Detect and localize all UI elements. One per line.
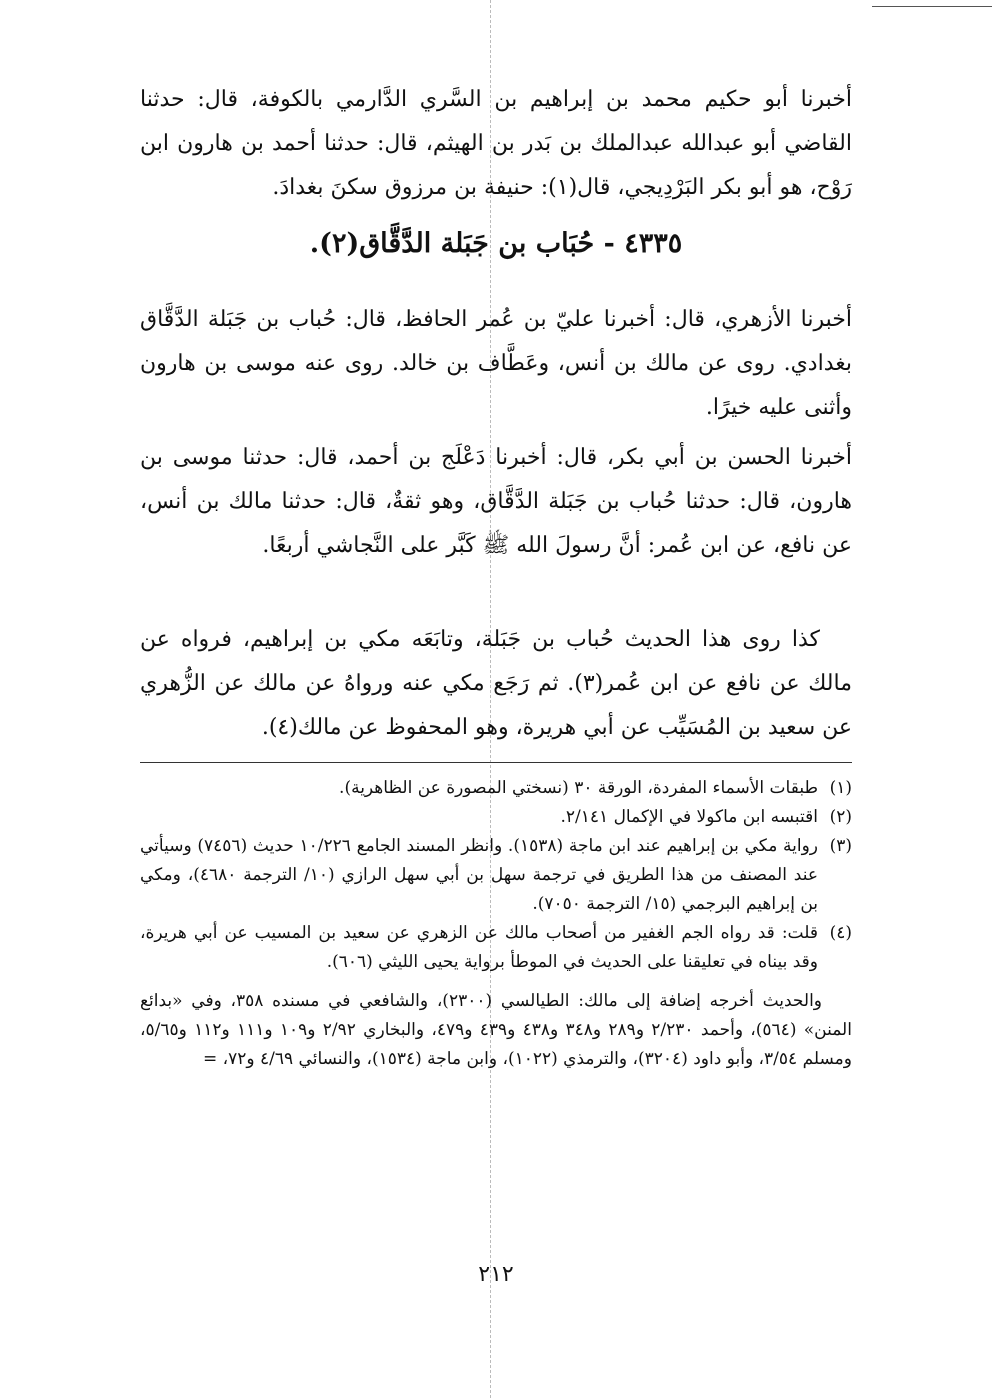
footnote-number: (٤) [829, 923, 852, 943]
footnote-number: (٢) [829, 807, 852, 827]
entry-heading: ٤٣٣٥ - حُبَاب بن جَبَلة الدَّقَّاق(٢). [309, 228, 683, 259]
footnote-number: (١) [829, 778, 852, 798]
page-number: ٢١٢ [478, 1262, 514, 1287]
footnote-text: قلت: قد رواه الجم الغفير من أصحاب مالك عن الزهري عن سعيد بن المسيب عن أبي هريرة، وقد بيناه في تعليقنا على الحديث في الموطأ برواية يحيى الليثي (٦٠٦). [140, 923, 818, 972]
footnote-continuation: والحديث أخرجه إضافة إلى مالك: الطيالسي (٢٣٠٠)، والشافعي في مسنده ٣٥٨، وفي «بدائع المنن» (٥٦٤)، وأحمد ٢/٢٣٠ و٢٨٩ و٣٤٨ و٤٣٨ و٤٣٩ و٤٧٩، والبخاري ٢/٩٢ و١٠٩ و١١١ و١١٢ و٥/٦٥، ومسلم ٣/٥٤، وأبو داود (٣٢٠٤)، والترمذي (١٠٢٢)، وابن ماجة (١٥٣٤)، والنسائي ٤/٦٩ و٧٢، = [140, 991, 852, 1069]
footnote-text: اقتبسه ابن ماكولا في الإكمال ٢/١٤١. [560, 807, 818, 827]
intro-paragraph: أخبرنا أبو حكيم محمد بن إبراهيم بن السَّري الدَّارمي بالكوفة، قال: حدثنا القاضي أبو عبدالله عبدالملك بن بَدر بن الهيثم، قال: حدثنا أحمد بن هارون ابن رَوْح، هو أبو بكر البَرْدِيجي، قال(١): حنيفة بن مرزوق سكنَ بغدادَ. [140, 87, 852, 200]
footnote-1 [140, 774, 852, 803]
footnotes [140, 774, 852, 1074]
footnote-2 [140, 803, 852, 832]
footnote-text: طبقات الأسماء المفردة، الورقة ٣٠ (نسختي المصورة عن الظاهرية). [339, 778, 818, 798]
footnote-4 [140, 919, 852, 977]
body-paragraph-3: أخبرنا الحسن بن أبي بكر، قال: أخبرنا دَعْلَج بن أحمد، قال: حدثنا موسى بن هارون، قال: حدثنا حُباب بن جَبَلة الدَّقَّاق، وهو ثقةٌ، قال: حدثنا مالك بن أنس، عن نافع، عن ابن عُمر: أنَّ رسولَ الله ﷺ كَبَّر على النَّجاشي أربعًا. [140, 445, 852, 558]
footnote-text: رواية مكي بن إبراهيم عند ابن ماجة (١٥٣٨). وانظر المسند الجامع ١٠/٢٢٦ حديث (٧٤٥٦) وسيأتي عند المصنف من هذا الطريق في ترجمة سهل بن أبي سهل الرازي (١٠/ الترجمة ٤٦٨٠)، ومكي بن إبراهيم البرجمي (١٥/ الترجمة ٧٠٥٠). [140, 836, 819, 914]
body-paragraph-2: أخبرنا الأزهري، قال: أخبرنا عليّ بن عُمر الحافظ، قال: حُباب بن جَبَلة الدَّقَّاق بغدادي. روى عن مالك بن أنس، وعَطَّاف بن خالد. روى عنه موسى بن هارون وأثنى عليه خيرًا. [140, 307, 852, 420]
footnote-number: (٣) [829, 836, 852, 856]
footnote-3 [140, 832, 852, 919]
body-paragraph-4: كذا روى هذا الحديث حُباب بن جَبَلة، وتابَعَه مكي بن إبراهيم، فرواه عن مالك عن نافع عن ابن عُمر(٣). ثم رَجَع مكي عنه ورواهُ عن مالك عن الزُّهري عن سعيد بن المُسَيِّب عن أبي هريرة، وهو المحفوظ عن مالك(٤). [140, 627, 852, 740]
footnote-separator [140, 762, 852, 763]
top-rule [872, 6, 992, 7]
